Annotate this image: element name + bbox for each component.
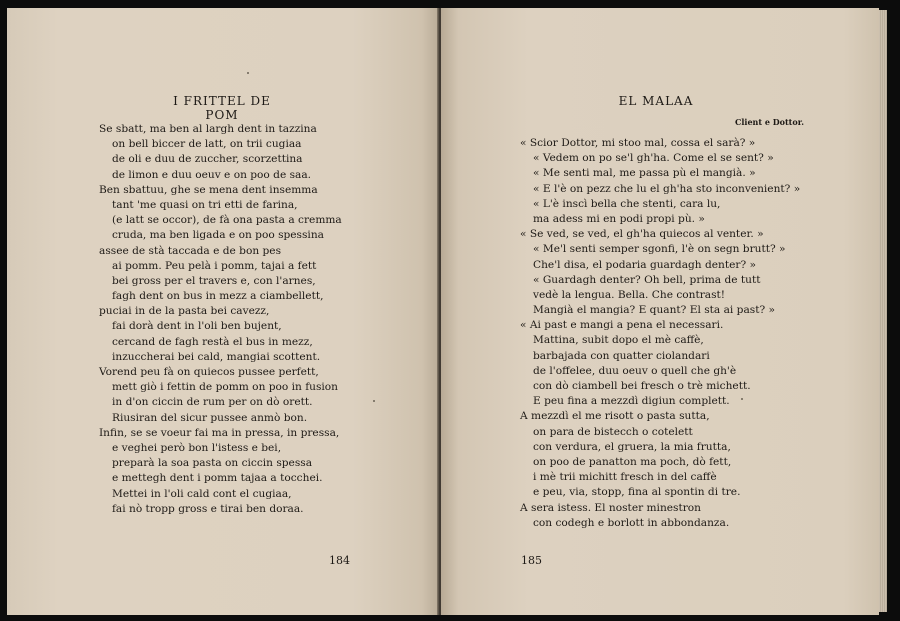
poem-line: on poo de panatton ma poch, dò fett, xyxy=(533,455,732,468)
right-page-subtitle: Client e Dottor. xyxy=(735,117,804,127)
poem-line: con verdura, el gruera, la mia frutta, xyxy=(533,440,731,453)
poem-line: ma adess mi en podi propi pù. » xyxy=(533,212,705,225)
poem-line: barbajada con quatter ciolandari xyxy=(533,349,710,362)
poem-line: inzuccherai bei cald, mangiai scottent. xyxy=(112,350,321,363)
poem-line: e veghei però bon l'istess e bei, xyxy=(112,441,282,454)
paper-speck xyxy=(373,400,375,402)
poem-line: A sera istess. El noster minestron xyxy=(520,501,701,514)
poem-line: « L'è inscì bella che stenti, cara lu, xyxy=(533,197,721,210)
right-page-number: 185 xyxy=(521,554,542,567)
poem-line: con dò ciambell bei fresch o trè michett. xyxy=(533,380,751,392)
poem-line: preparà la soa pasta on ciccin spessa xyxy=(112,457,313,470)
poem-line: con codegh e borlott in abbondanza. xyxy=(533,516,730,529)
paper-speck xyxy=(247,72,249,74)
left-page-title: I FRITTEL DE POM xyxy=(173,94,271,122)
left-page xyxy=(7,8,439,615)
poem-line: « Ai past e mangi a pena el necessari. xyxy=(520,319,724,332)
poem-line: ai pomm. Peu pelà i pomm, tajai a fett xyxy=(112,259,317,272)
poem-line: Ben sbattuu, ghe se mena dent insemma xyxy=(99,183,318,196)
poem-line: « Scior Dottor, mi stoo mal, cossa el sarà? » xyxy=(520,137,756,149)
poem-line: in d'on ciccin de rum per on dò orett. xyxy=(112,396,313,409)
poem-line: Se sbatt, ma ben al largh dent in tazzina xyxy=(99,123,317,135)
poem-line: mett giò i fettin de pomm on poo in fusion xyxy=(112,381,339,394)
right-page xyxy=(441,8,879,615)
poem-line: tant 'me quasi on tri etti de farina, xyxy=(112,198,298,211)
poem-line: fagh dent on bus in mezz a ciambellett, xyxy=(112,290,324,303)
open-book xyxy=(7,8,887,615)
poem-line: puciai in de la pasta bei cavezz, xyxy=(99,305,270,318)
poem-line: bei gross per el travers e, con l'arnes, xyxy=(112,274,316,287)
poem-line: Mangià el mangia? E quant? El sta ai past? » xyxy=(533,304,775,317)
poem-line: on bell biccer de latt, on trii cugiaa xyxy=(112,138,302,151)
poem-line: cercand de fagh restà el bus in mezz, xyxy=(112,335,313,348)
right-page-title: EL MALAA xyxy=(618,94,694,108)
poem-line: e mettegh dent i pomm tajaa a tocchei. xyxy=(112,472,323,485)
poem-line: de oli e duu de zuccher, scorzettina xyxy=(112,153,303,166)
poem-line: fai nò tropp gross e tirai ben doraa. xyxy=(112,502,304,515)
left-poem-lines xyxy=(99,122,342,517)
poem-line: A mezzdì el me risott o pasta sutta, xyxy=(520,410,710,423)
poem-line: de l'offelee, duu oeuv o quell che gh'è xyxy=(533,364,737,377)
poem-line: Riusiran del sicur pussee anmò bon. xyxy=(112,411,308,424)
poem-line: cruda, ma ben ligada e on poo spessina xyxy=(112,229,324,242)
poem-line: « E l'è on pezz che lu el gh'ha sto inconvenient? » xyxy=(533,182,801,195)
poem-line: e peu, via, stopp, fina al spontin di tre. xyxy=(533,486,741,499)
poem-line: fai dorà dent in l'oli ben bujent, xyxy=(112,320,282,333)
poem-line: vedè la lengua. Bella. Che contrast! xyxy=(533,288,726,301)
poem-line: de limon e duu oeuv e on poo de saa. xyxy=(112,168,312,181)
poem-line: « Guardagh denter? Oh bell, prima de tutt xyxy=(533,273,761,286)
poem-line: on para de bistecch o cotelett xyxy=(533,425,693,438)
poem-line: assee de stà taccada e de bon pes xyxy=(99,244,282,257)
poem-line: Mettei in l'oli cald cont el cugiaa, xyxy=(112,487,292,500)
poem-line: E peu fina a mezzdì digiun complett. xyxy=(533,395,730,408)
poem-line: « Me'l senti semper sgonfi, l'è on segn brutt? » xyxy=(533,243,786,256)
poem-line: Mattina, subit dopo el mè caffè, xyxy=(533,334,704,347)
poem-line: « Vedem on po se'l gh'ha. Come el se sent? » xyxy=(533,152,774,165)
poem-line: Infin, se se voeur fai ma in pressa, in pressa, xyxy=(99,426,340,439)
poem-line: « Me senti mal, me passa pù el mangià. » xyxy=(533,167,756,180)
poem-line: Vorend peu fà on quiecos pussee perfett, xyxy=(99,366,319,378)
poem-line: i mè trii michitt fresch in del caffè xyxy=(533,471,717,484)
left-page-number: 184 xyxy=(329,554,350,567)
paper-speck xyxy=(741,398,743,400)
poem-line: « Se ved, se ved, el gh'ha quiecos al venter. » xyxy=(520,228,764,241)
poem-line: Che'l disa, el podaria guardagh denter? » xyxy=(533,258,756,271)
right-poem-lines xyxy=(520,136,800,531)
page-edges xyxy=(879,10,887,612)
poem-line: (e latt se occor), de fà ona pasta a cremma xyxy=(112,214,342,227)
